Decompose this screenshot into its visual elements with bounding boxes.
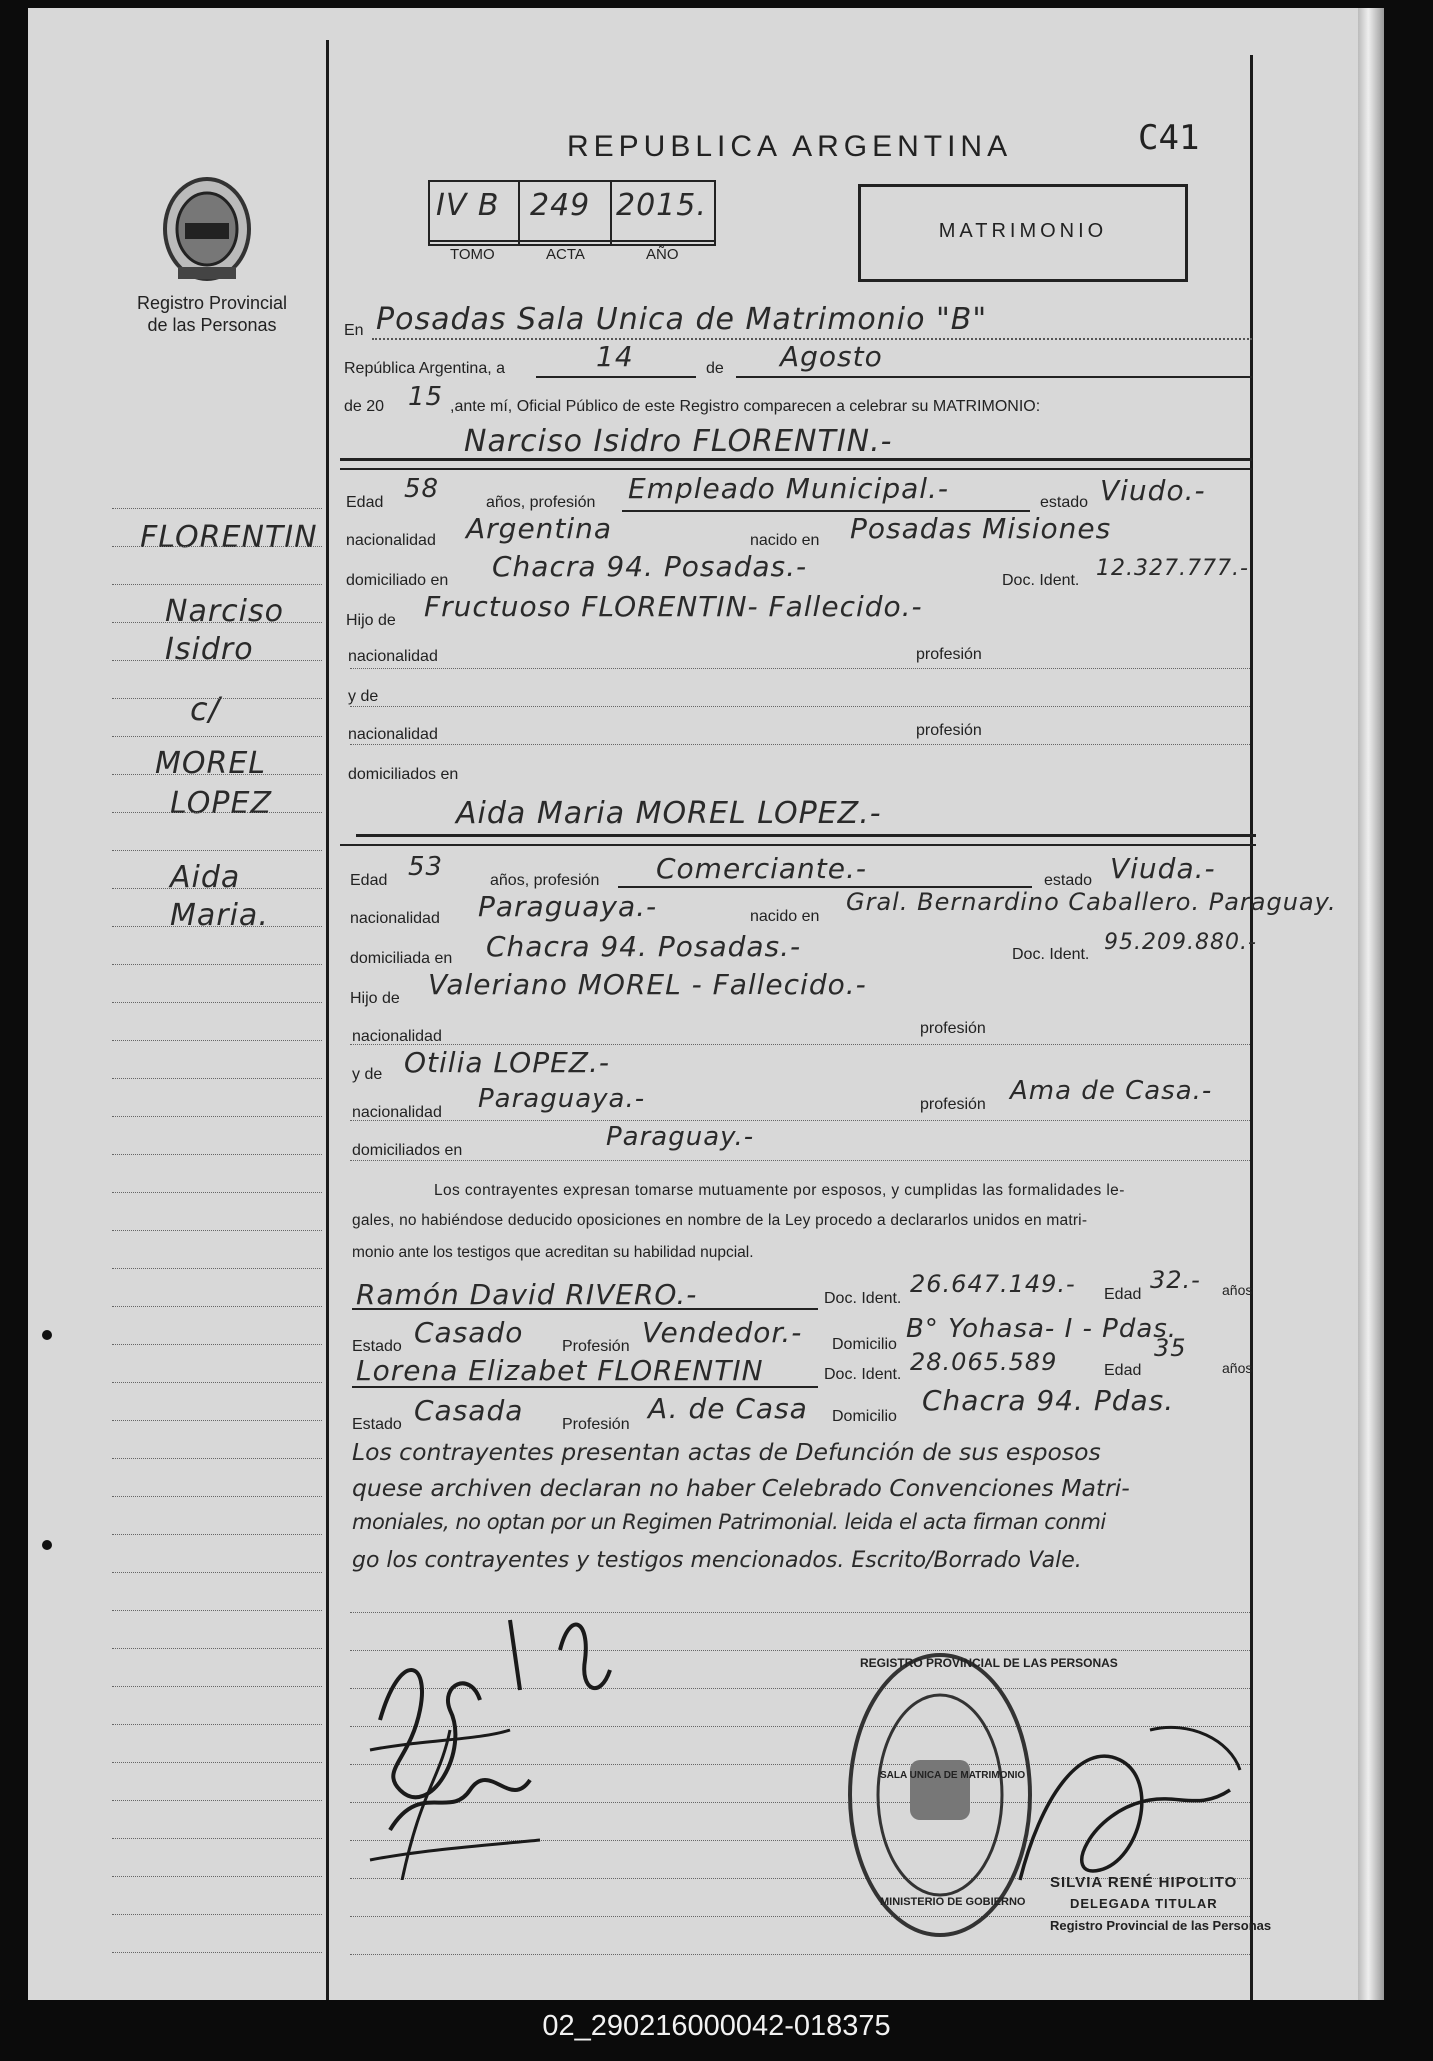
registry-name: Registro Provincial de las Personas	[136, 293, 288, 335]
bride-edad-label: Edad	[350, 872, 388, 889]
witness-1-doc: 26.647.149.-	[910, 1270, 1076, 1298]
day-line	[536, 376, 696, 378]
groom-doc: 12.327.777.-	[1096, 556, 1249, 581]
margin-ruled-line	[112, 1154, 322, 1155]
note-line-2: quese archiven declaran no haber Celebrado Convenciones Matri-	[352, 1474, 1130, 1502]
bride-domicilio: Chacra 94. Posadas.-	[486, 930, 802, 963]
witness-1-doc-label: Doc. Ident.	[824, 1290, 902, 1307]
groom-name-rule	[340, 458, 1252, 461]
margin-ruled-line	[112, 1876, 322, 1877]
margin-ruled-line	[112, 812, 322, 813]
margin-ruled-line	[112, 964, 322, 965]
margin-ruled-line	[112, 1534, 322, 1535]
margin-ruled-line	[112, 584, 322, 585]
witness-2-profesion: A. de Casa	[648, 1392, 808, 1425]
witness-2-estado: Casada	[414, 1394, 524, 1427]
margin-ruled-line	[112, 1458, 322, 1459]
margin-ruled-line	[112, 888, 322, 889]
bride-name-rule	[356, 834, 1256, 837]
bride-estado-label: estado	[1044, 872, 1093, 889]
month-line	[736, 376, 1252, 378]
margin-ruled-line	[112, 1952, 322, 1953]
bride-nac-label: nacionalidad	[350, 910, 440, 927]
margin-ruled-line	[112, 926, 322, 927]
bride-estado: Viuda.-	[1110, 852, 1216, 885]
groom-edad-label: Edad	[346, 494, 384, 511]
witness-2-name-line	[352, 1386, 818, 1388]
groom-anios-label: años, profesión	[486, 494, 596, 511]
margin-ruled-line	[112, 1686, 322, 1687]
margin-surname-groom: FLORENTIN	[140, 520, 318, 555]
de-label: de	[706, 360, 724, 377]
margin-ruled-line	[112, 1648, 322, 1649]
bride-nac2-label: nacionalidad	[352, 1028, 442, 1045]
groom-nacido: Posadas Misiones	[850, 512, 1112, 545]
bride-nac3: Paraguaya.-	[478, 1084, 646, 1114]
tomo-value: IV B	[436, 188, 500, 223]
margin-name-groom-2: Isidro	[165, 632, 254, 667]
bride-doms: Paraguay.-	[606, 1122, 755, 1152]
margin-ruled-line	[112, 736, 322, 737]
place-value: Posadas Sala Unica de Matrimonio "B"	[376, 302, 988, 337]
margin-ruled-line	[112, 1610, 322, 1611]
groom-nac3-label: nacionalidad	[348, 726, 438, 743]
margin-ruled-line	[112, 774, 322, 775]
bride-doc: 95.209.880.-	[1104, 930, 1257, 955]
groom-prof2-label: profesión	[916, 646, 982, 663]
country-title: REPUBLICA ARGENTINA	[567, 130, 1013, 163]
acta-label: ACTA	[546, 246, 585, 263]
de20-label: de 20	[344, 398, 385, 415]
margin-ruled-line	[112, 1572, 322, 1573]
binder-hole	[42, 1330, 52, 1340]
groom-profesion: Empleado Municipal.-	[628, 472, 950, 505]
margin-name-bride-2: Maria.	[170, 898, 269, 933]
margin-surname-bride-1: MOREL	[155, 746, 267, 781]
body-ruled-line	[350, 668, 1250, 669]
note-line-1: Los contrayentes presentan actas de Defunción de sus esposos	[352, 1438, 1101, 1466]
witness-1-estado-label: Estado	[352, 1338, 402, 1355]
bride-anios-label: años, profesión	[490, 872, 600, 889]
witness-1-domicilio: B° Yohasa- I - Pdas.	[906, 1314, 1178, 1344]
margin-ruled-line	[112, 1116, 322, 1117]
witness-2-doc: 28.065.589	[910, 1348, 1058, 1376]
body-ruled-line	[350, 1954, 1250, 1955]
stamp-ring-text: REGISTRO PROVINCIAL DE LAS PERSONAS	[860, 1656, 1118, 1670]
margin-ruled-line	[112, 1002, 322, 1003]
groom-nac-label: nacionalidad	[346, 532, 436, 549]
bride-edad: 53	[408, 852, 444, 882]
groom-dom-label: domiciliado en	[346, 572, 449, 589]
margin-ruled-line	[112, 1762, 322, 1763]
bride-dom-label: domiciliada en	[350, 950, 453, 967]
bride-doc-label: Doc. Ident.	[1012, 946, 1090, 963]
box-divider	[428, 240, 714, 242]
groom-nac2-label: nacionalidad	[348, 648, 438, 665]
declaration-line-3: monio ante los testigos que acreditan su habilidad nupcial.	[352, 1244, 754, 1261]
witness-2-doc-label: Doc. Ident.	[824, 1366, 902, 1383]
groom-doms-label: domiciliados en	[348, 766, 459, 783]
margin-rule-left	[326, 40, 329, 2000]
margin-ruled-line	[112, 546, 322, 547]
bride-nac3-label: nacionalidad	[352, 1104, 442, 1121]
witness-2-prof-label: Profesión	[562, 1416, 630, 1433]
month-value: Agosto	[780, 340, 883, 373]
margin-ruled-line	[112, 1078, 322, 1079]
bride-yde-label: y de	[352, 1066, 383, 1083]
bride-prof3: Ama de Casa.-	[1010, 1076, 1213, 1106]
margin-surname-bride-2: LOPEZ	[170, 786, 273, 821]
bride-nacido: Gral. Bernardino Caballero. Paraguay.	[846, 888, 1337, 916]
ante-text: ,ante mí, Oficial Público de este Registro comparecen a celebrar su MATRIMONIO:	[450, 398, 1041, 415]
declaration-line-2: gales, no habiéndose deducido oposiciones en nombre de la Ley procedo a declararlos unidos en matri-	[352, 1212, 1088, 1229]
margin-ruled-line	[112, 1724, 322, 1725]
margin-ruled-line	[112, 508, 322, 509]
witness-1-anios-label: años	[1222, 1282, 1253, 1298]
margin-ruled-line	[112, 698, 322, 699]
margin-ruled-line	[112, 660, 322, 661]
margin-ruled-line	[112, 1838, 322, 1839]
year-suffix: 15	[408, 382, 444, 412]
tomo-label: TOMO	[450, 246, 495, 263]
body-ruled-line	[350, 1916, 1250, 1917]
misiones-seal-icon	[160, 175, 254, 283]
witness-1-prof-label: Profesión	[562, 1338, 630, 1355]
bride-prof3-label: profesión	[920, 1096, 986, 1113]
body-ruled-line	[350, 706, 1250, 707]
declaration-line-1: Los contrayentes expresan tomarse mutuamente por esposos, y cumplidas las formalidades le-	[434, 1182, 1125, 1199]
scan-id: 02_290216000042-018375	[542, 2010, 891, 2042]
groom-yde-label: y de	[348, 688, 379, 705]
book-page-edge	[1358, 8, 1384, 2000]
groom-hijo-label: Hijo de	[346, 612, 396, 629]
officer-role: DELEGADA TITULAR	[1070, 1896, 1218, 1911]
witness-1-profesion: Vendedor.-	[642, 1316, 803, 1349]
margin-ruled-line	[112, 850, 322, 851]
scan-footer	[0, 2000, 1433, 2061]
witness-1-edad-label: Edad	[1104, 1286, 1142, 1303]
en-label: En	[344, 322, 364, 339]
note-line-4: go los contrayentes y testigos mencionados. Escrito/Borrado Vale.	[352, 1548, 1082, 1573]
body-ruled-line	[350, 1120, 1250, 1121]
margin-ruled-line	[112, 1040, 322, 1041]
groom-nacionalidad: Argentina	[466, 512, 613, 545]
binder-hole	[42, 1540, 52, 1550]
body-ruled-line	[350, 1160, 1250, 1161]
bride-nacionalidad: Paraguaya.-	[478, 890, 658, 923]
bride-profesion: Comerciante.-	[656, 852, 867, 885]
groom-prof3-label: profesión	[916, 722, 982, 739]
groom-padre: Fructuoso FLORENTIN- Fallecido.-	[424, 590, 923, 623]
margin-ruled-line	[112, 1800, 322, 1801]
witness-1-dom-label: Domicilio	[832, 1336, 897, 1353]
margin-ruled-line	[112, 1192, 322, 1193]
folio-number: C41	[1138, 118, 1200, 158]
bride-prof2-label: profesión	[920, 1020, 986, 1037]
margin-ruled-line	[112, 1306, 322, 1307]
stamp-inner-text: SALA UNICA DE MATRIMONIO	[880, 1770, 1026, 1781]
witness-1-name: Ramón David RIVERO.-	[356, 1278, 698, 1311]
body-ruled-line	[350, 1044, 1250, 1045]
acta-value: 249	[530, 188, 591, 223]
margin-ruled-line	[112, 1344, 322, 1345]
bride-nacido-label: nacido en	[750, 908, 820, 925]
anio-value: 2015.	[616, 188, 707, 223]
witness-2-estado-label: Estado	[352, 1416, 402, 1433]
groom-doc-label: Doc. Ident.	[1002, 572, 1080, 589]
bride-name: Aida Maria MOREL LOPEZ.-	[456, 796, 882, 831]
groom-edad: 58	[404, 474, 440, 504]
margin-ruled-line	[112, 1914, 322, 1915]
republica-label: República Argentina, a	[344, 360, 505, 377]
anio-label: AÑO	[646, 246, 679, 263]
groom-nacido-label: nacido en	[750, 532, 820, 549]
officer-signature	[1000, 1700, 1260, 1900]
witness-1-estado: Casado	[414, 1316, 524, 1349]
margin-name-groom-1: Narciso	[165, 594, 284, 629]
witness-2-edad: 35	[1154, 1334, 1187, 1362]
margin-ruled-line	[112, 1382, 322, 1383]
bride-name-rule-2	[340, 844, 1256, 846]
witness-2-name: Lorena Elizabet FLORENTIN	[356, 1354, 764, 1387]
bride-hijo-label: Hijo de	[350, 990, 400, 1007]
witness-2-edad-label: Edad	[1104, 1362, 1142, 1379]
margin-ruled-line	[112, 1268, 322, 1269]
bride-doms-label: domiciliados en	[352, 1142, 463, 1159]
officer-name: SILVIA RENÉ HIPOLITO	[1050, 1874, 1238, 1891]
margin-ruled-line	[112, 1496, 322, 1497]
groom-estado-label: estado	[1040, 494, 1089, 511]
margin-ruled-line	[112, 622, 322, 623]
margin-name-bride-1: Aida	[170, 860, 241, 895]
witness-2-domicilio: Chacra 94. Pdas.	[922, 1384, 1175, 1417]
body-ruled-line	[350, 744, 1250, 745]
groom-domicilio: Chacra 94. Posadas.-	[492, 550, 808, 583]
witness-1-name-line	[352, 1308, 818, 1310]
stamp-bottom-text: MINISTERIO DE GOBIERNO	[880, 1896, 1026, 1908]
bride-padre: Valeriano MOREL - Fallecido.-	[428, 968, 867, 1001]
witness-2-anios-label: años	[1222, 1360, 1253, 1376]
officer-registry: Registro Provincial de las Personas	[1050, 1918, 1272, 1933]
witness-1-edad: 32.-	[1150, 1266, 1201, 1294]
contrayentes-signatures	[360, 1590, 660, 1880]
day-value: 14	[596, 340, 634, 373]
doc-type: MATRIMONIO	[938, 220, 1108, 242]
groom-name-rule-2	[340, 468, 1252, 470]
bride-madre: Otilia LOPEZ.-	[404, 1046, 610, 1079]
margin-conjunction: c/	[190, 690, 221, 728]
margin-ruled-line	[112, 1420, 322, 1421]
witness-2-dom-label: Domicilio	[832, 1408, 897, 1425]
groom-estado: Viudo.-	[1100, 474, 1206, 507]
margin-ruled-line	[112, 1230, 322, 1231]
groom-name: Narciso Isidro FLORENTIN.-	[464, 424, 893, 459]
note-line-3: moniales, no optan por un Regimen Patrimonial. leida el acta firman conmi	[352, 1510, 1106, 1534]
